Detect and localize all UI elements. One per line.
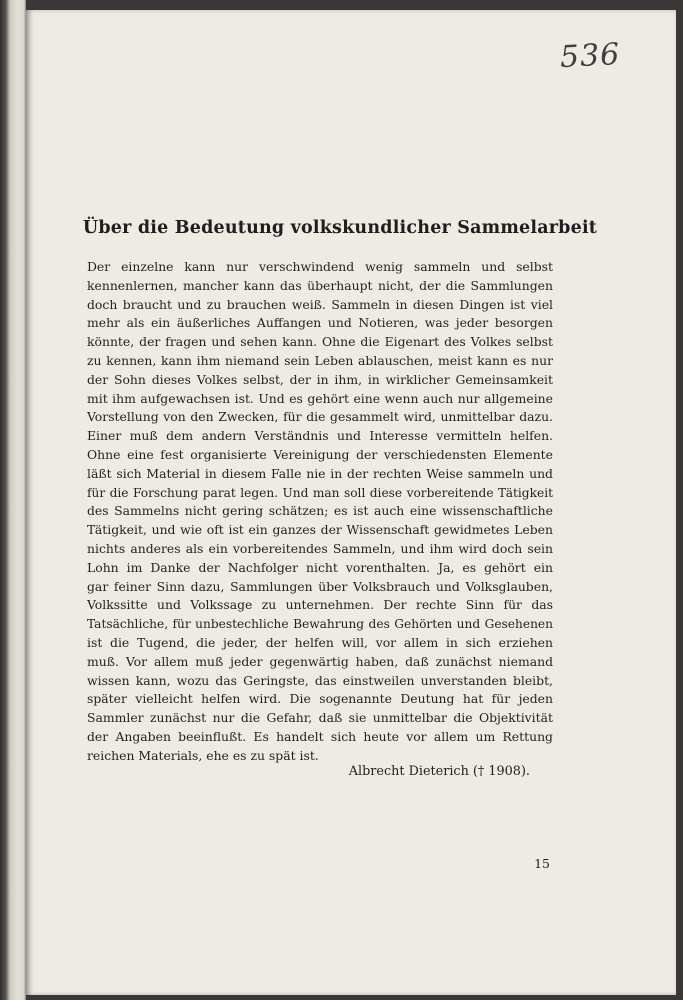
body-line: gar feiner Sinn dazu, Sammlungen über Volksbrauch und Volksglauben, bbox=[87, 578, 553, 594]
body-line: für die Forschung parat legen. Und man soll diese vorbereitende Tätigkeit bbox=[87, 485, 553, 500]
body-line: des Sammelns nicht gering schätzen; es ist auch eine wissenschaftliche bbox=[87, 503, 553, 519]
body-line: der Sohn dieses Volkes selbst, der in ihm, in wirklicher Gemeinsamkeit bbox=[87, 371, 553, 387]
body-line: mehr als ein äußerliches Auffangen und Notieren, was jeder besorgen bbox=[87, 315, 553, 331]
body-paragraph bbox=[87, 258, 553, 766]
body-line: ist die Tugend, die jeder, der helfen will, vor allem in sich erziehen bbox=[87, 634, 553, 650]
body-line: Vorstellung von den Zwecken, für die gesammelt wird, unmittelbar dazu. bbox=[87, 409, 553, 425]
body-line: Volkssitte und Volkssage zu unternehmen. Der rechte Sinn für das bbox=[87, 597, 553, 613]
body-line: doch braucht und zu brauchen weiß. Sammeln in diesen Dingen ist viel bbox=[87, 296, 553, 312]
body-line: wissen kann, wozu das Geringste, das einstweilen unverstanden bleibt, bbox=[87, 672, 553, 688]
body-line: muß. Vor allem muß jeder gegenwärtig haben, daß zunächst niemand bbox=[87, 653, 553, 669]
body-line: Tatsächliche, für unbestechliche Bewahrung des Gehörten und Gesehenen bbox=[87, 617, 553, 632]
body-line: Lohn im Danke der Nachfolger nicht vorenthalten. Ja, es gehört ein bbox=[87, 559, 553, 575]
body-line: könnte, der fragen und sehen kann. Ohne die Eigenart des Volkes selbst bbox=[87, 334, 553, 350]
body-line: Einer muß dem andern Verständnis und Interesse vermitteln helfen. bbox=[87, 428, 553, 444]
body-line: Ohne eine fest organisierte Vereinigung der verschiedensten Elemente bbox=[87, 446, 553, 462]
body-line: kennenlernen, mancher kann das überhaupt nicht, der die Sammlungen bbox=[87, 277, 553, 293]
body-line: der Angaben beeinflußt. Es handelt sich heute vor allem um Rettung bbox=[87, 728, 553, 744]
page-number: 15 bbox=[534, 856, 550, 871]
body-line: nichts anderes als ein vorbereitendes Sammeln, und ihm wird doch sein bbox=[87, 540, 553, 556]
body-line: reichen Materials, ehe es zu spät ist. bbox=[87, 747, 319, 763]
body-line: läßt sich Material in diesem Falle nie in der rechten Weise sammeln und bbox=[87, 465, 553, 481]
handwritten-archive-number: 536 bbox=[559, 36, 622, 76]
body-line: Der einzelne kann nur verschwindend wenig sammeln und selbst bbox=[87, 259, 553, 274]
body-line: zu kennen, kann ihm niemand sein Leben ablauschen, meist kann es nur bbox=[87, 352, 553, 368]
author-attribution: Albrecht Dieterich († 1908). bbox=[348, 764, 530, 779]
body-line: Tätigkeit, und wie oft ist ein ganzes der Wissenschaft gewidmetes Leben bbox=[87, 522, 553, 538]
body-line: später vielleicht helfen wird. Die sogenannte Deutung hat für jeden bbox=[87, 691, 553, 707]
body-line: Sammler zunächst nur die Gefahr, daß sie unmittelbar die Objektivität bbox=[87, 710, 553, 726]
page-title: Über die Bedeutung volkskundlicher Sammelarbeit bbox=[82, 218, 598, 238]
left-page-edge bbox=[0, 0, 26, 1000]
page-fold-shadow bbox=[26, 10, 34, 995]
body-line: mit ihm aufgewachsen ist. Und es gehört eine wenn auch nur allgemeine bbox=[87, 390, 553, 406]
